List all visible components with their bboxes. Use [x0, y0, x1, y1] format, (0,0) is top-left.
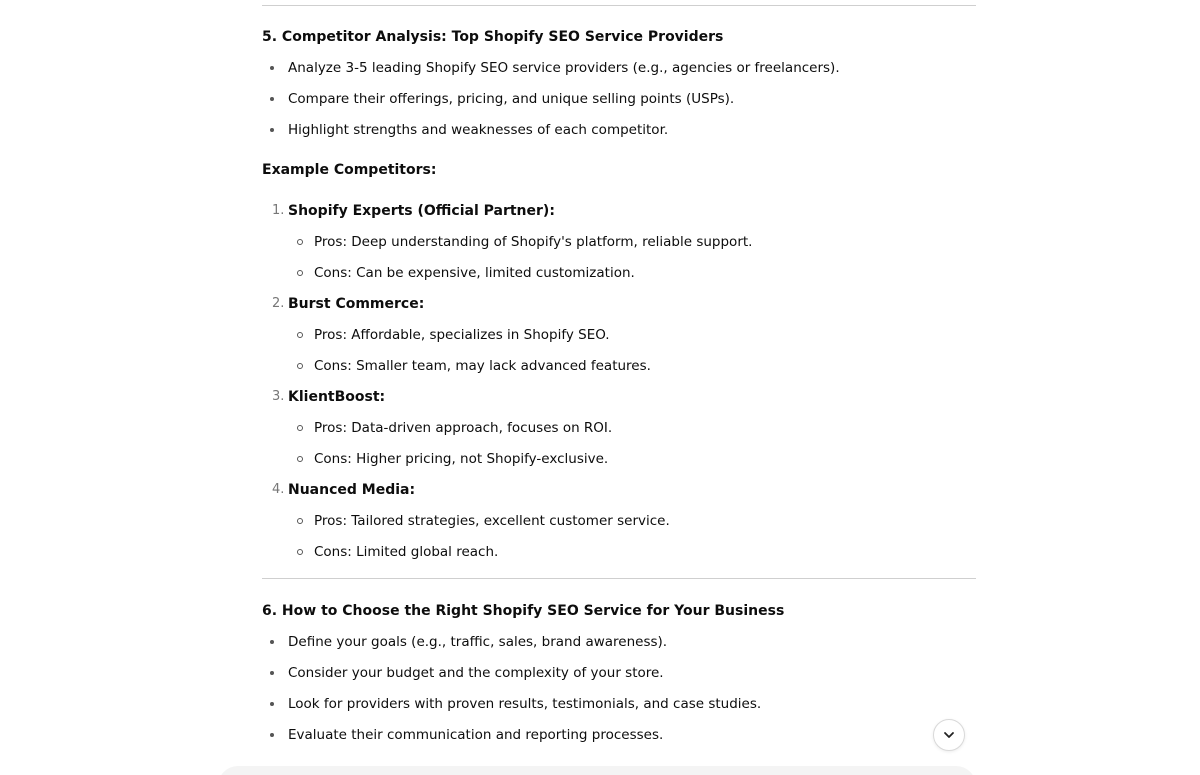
competitor-item [262, 201, 976, 283]
competitor-title: 4. Nuanced Media: [272, 482, 416, 498]
pros-item: Pros: Tailored strategies, excellent customer service. [262, 511, 976, 531]
circle-bullet-icon [297, 363, 303, 369]
circle-bullet-icon [297, 456, 303, 462]
list-item: Compare their offerings, pricing, and unique selling points (USPs). [262, 89, 976, 109]
circle-bullet-icon [297, 332, 303, 338]
competitor-details [262, 511, 976, 562]
cons-item: Cons: Higher pricing, not Shopify-exclusive. [262, 449, 976, 469]
bullet-icon [270, 128, 274, 132]
circle-bullet-icon [297, 425, 303, 431]
list-item: Evaluate their communication and reporting processes. [262, 725, 976, 745]
pros-item: Pros: Data-driven approach, focuses on ROI. [262, 418, 976, 438]
competitor-item [262, 387, 976, 469]
competitor-item [262, 480, 976, 562]
bullet-list [262, 58, 976, 140]
pros-item: Pros: Affordable, specializes in Shopify SEO. [262, 325, 976, 345]
bullet-list [262, 632, 976, 745]
bullet-icon [270, 733, 274, 737]
competitor-details [262, 418, 976, 469]
bullet-icon [270, 97, 274, 101]
competitor-title: 3. KlientBoost: [272, 389, 386, 405]
competitor-details [262, 232, 976, 283]
circle-bullet-icon [297, 239, 303, 245]
cons-item: Cons: Limited global reach. [262, 542, 976, 562]
message-composer[interactable] [218, 766, 976, 775]
section-heading: 5. Competitor Analysis: Top Shopify SEO Service Providers [262, 29, 724, 45]
divider [262, 5, 976, 6]
competitor-details [262, 325, 976, 376]
circle-bullet-icon [297, 270, 303, 276]
competitor-title: 2. Burst Commerce: [272, 296, 425, 312]
section-heading: 6. How to Choose the Right Shopify SEO Service for Your Business [262, 603, 785, 619]
list-item: Consider your budget and the complexity of your store. [262, 663, 976, 683]
chevron-down-icon [942, 728, 956, 742]
pros-item: Pros: Deep understanding of Shopify's platform, reliable support. [262, 232, 976, 252]
list-item: Look for providers with proven results, testimonials, and case studies. [262, 694, 976, 714]
list-item: Analyze 3-5 leading Shopify SEO service providers (e.g., agencies or freelancers). [262, 58, 976, 78]
list-item: Define your goals (e.g., traffic, sales, brand awareness). [262, 632, 976, 652]
subheading: Example Competitors: [262, 162, 437, 178]
circle-bullet-icon [297, 549, 303, 555]
competitor-item [262, 294, 976, 376]
cons-item: Cons: Smaller team, may lack advanced features. [262, 356, 976, 376]
scroll-to-bottom-button[interactable] [933, 719, 965, 751]
competitor-title: 1. Shopify Experts (Official Partner): [272, 203, 555, 219]
list-item: Highlight strengths and weaknesses of each competitor. [262, 120, 976, 140]
cons-item: Cons: Can be expensive, limited customization. [262, 263, 976, 283]
bullet-icon [270, 702, 274, 706]
bullet-icon [270, 640, 274, 644]
circle-bullet-icon [297, 518, 303, 524]
bullet-icon [270, 671, 274, 675]
assistant-message [262, 0, 976, 745]
divider [262, 578, 976, 579]
competitor-list [262, 201, 976, 562]
bullet-icon [270, 66, 274, 70]
